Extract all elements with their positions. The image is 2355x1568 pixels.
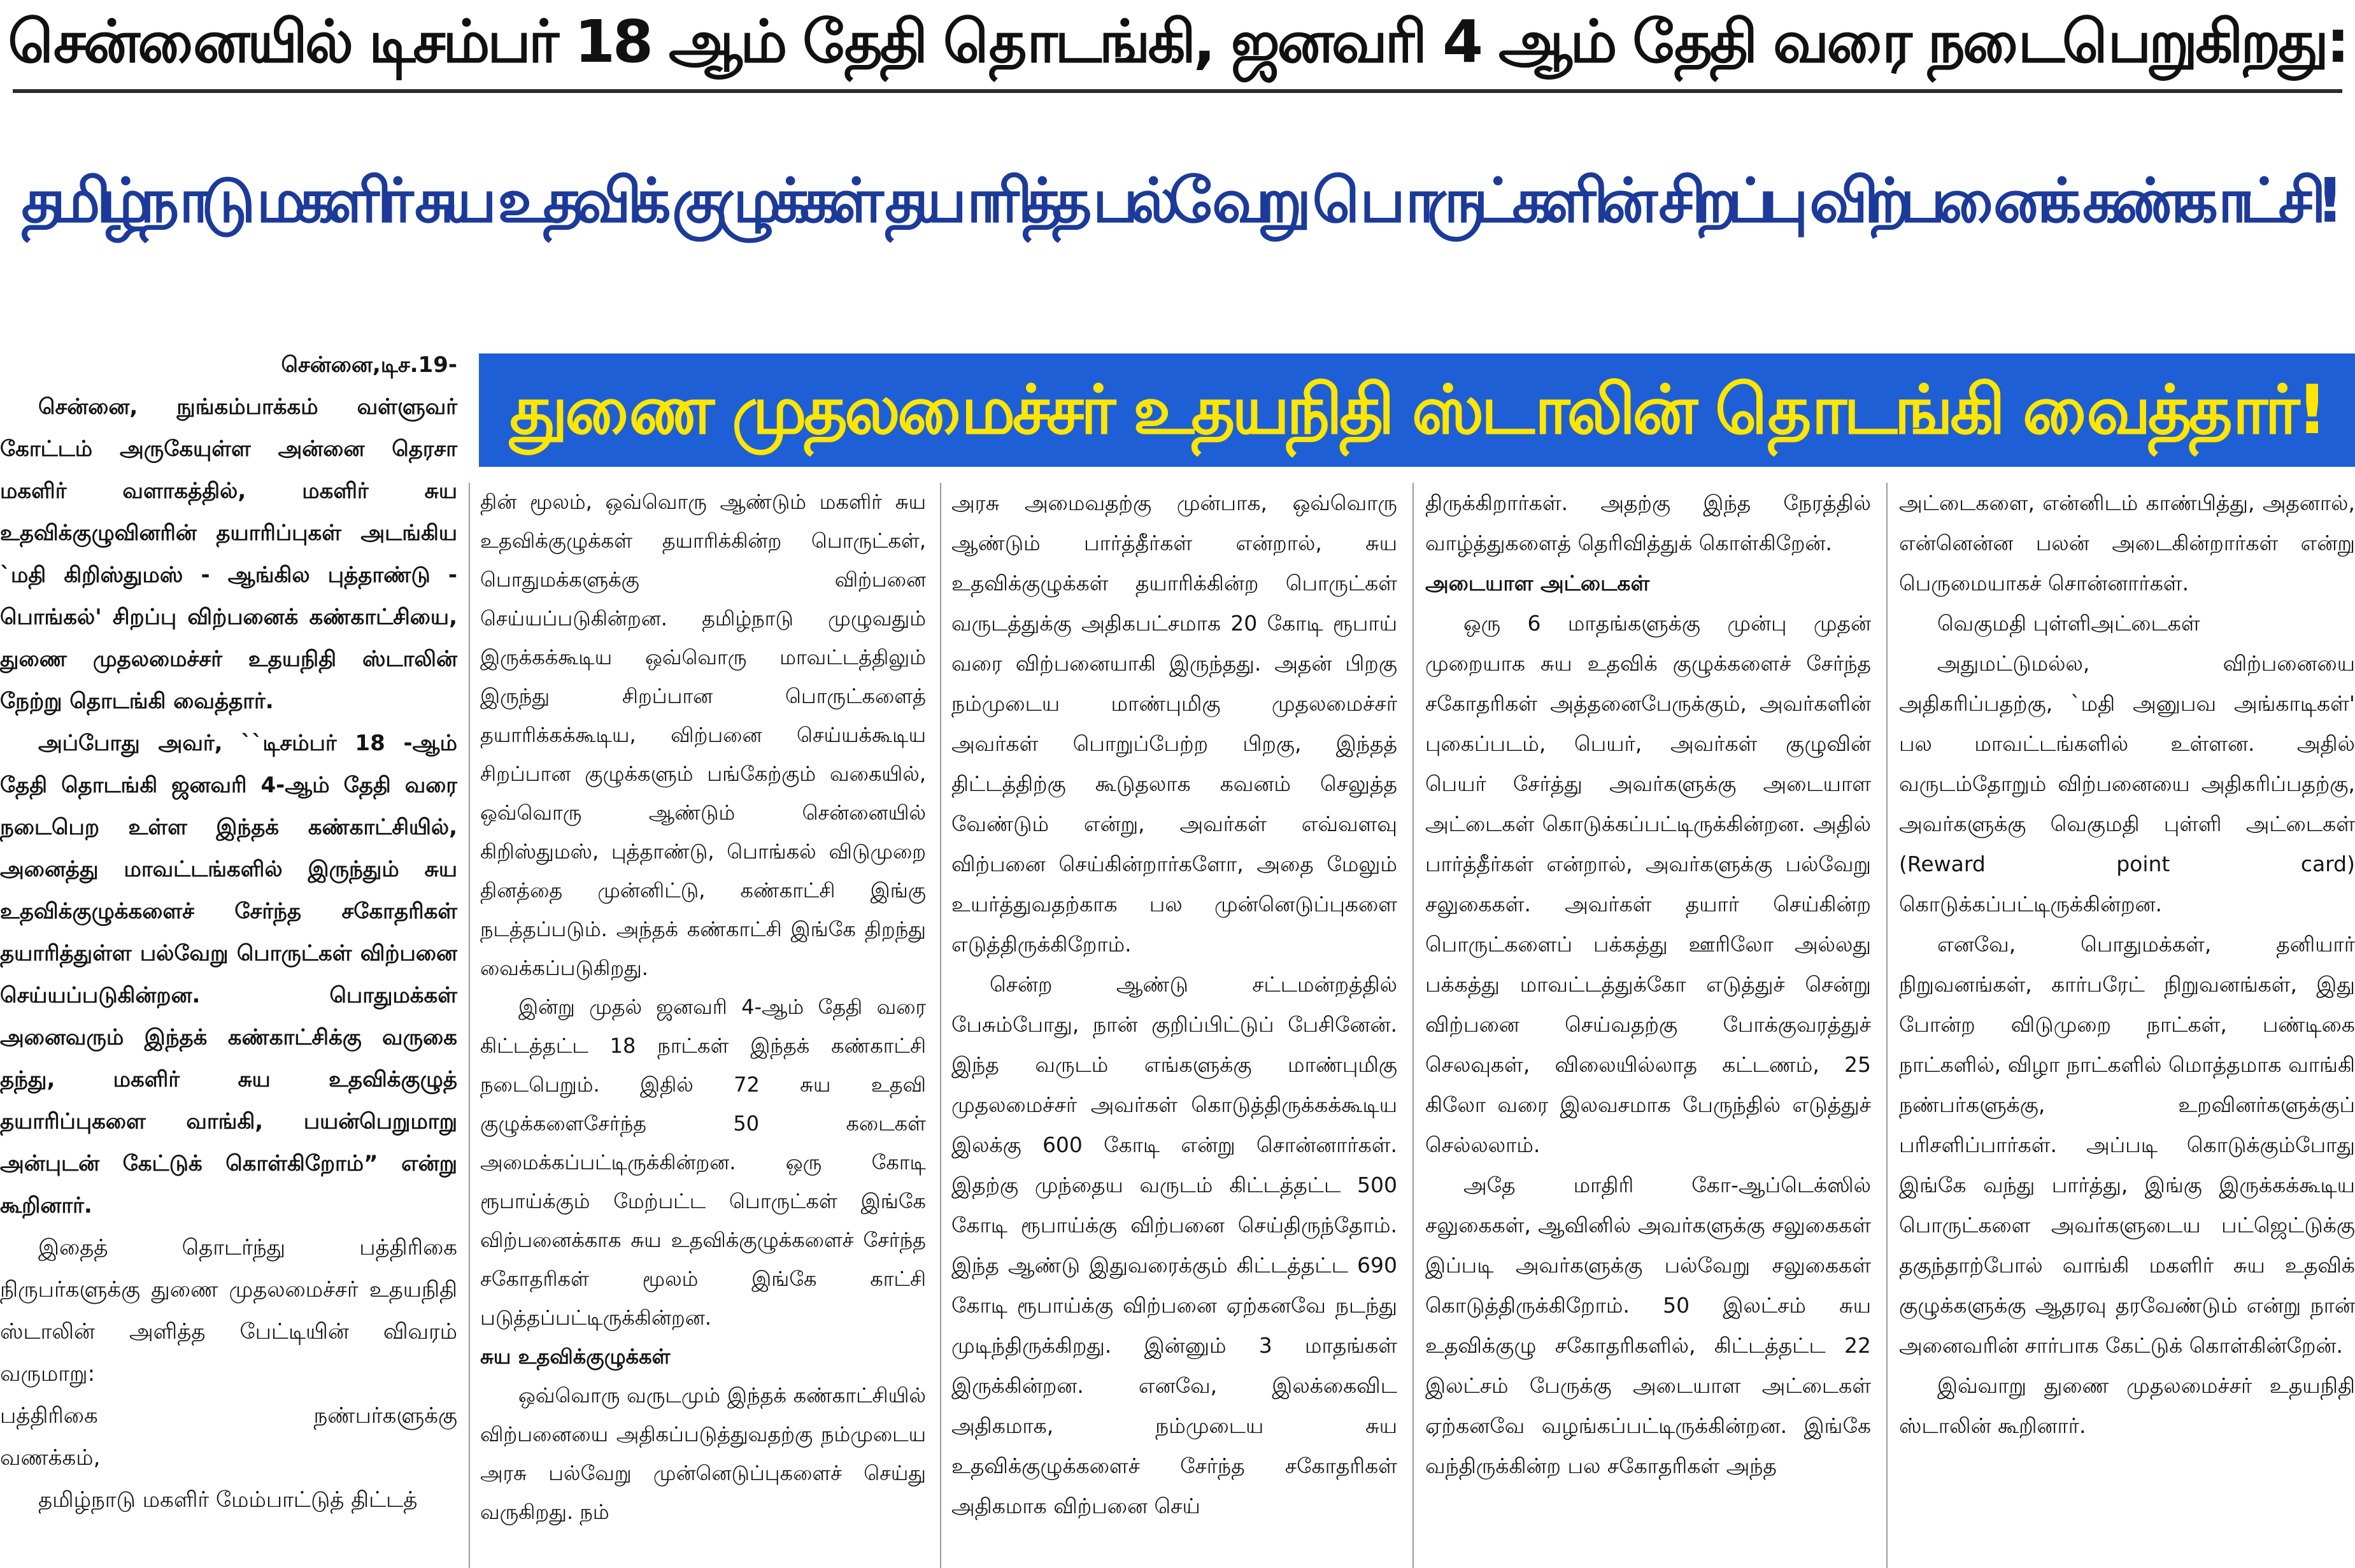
article-column-1 — [0, 344, 457, 1521]
paragraph: எனவே, பொதுமக்கள், தனியார் நிறுவனங்கள், கார்பரேட் நிறுவனங்கள், இது போன்ற விடுமுறை நாட்கள், பண்டிகை நாட்களில், விழா நாட்களில் மொத்தமாக வாங்கி நண்பர்களுக்கு, உறவினர்களுக்குப் பரிசளிப்பார்கள். அப்படி கொடுக்கும்போது இங்கே வந்து பார்த்து, இங்கு இருக்கக்கூடிய பொருட்களை அவர்களுடைய பட்ஜெட்டுக்கு தகுந்தாற்போல் வாங்கி மகளிர் சுய உதவிக் குழுக்களுக்கு ஆதரவு தரவேண்டும் என்று நான் அனைவரின் சார்பாக கேட்டுக் கொள்கின்றேன். — [1899, 932, 2355, 1358]
greeting-part: பத்திரிகை — [0, 1403, 98, 1429]
section-subhead: சுய உதவிக்குழுக்கள் — [480, 1344, 671, 1369]
paragraph: சென்னை, நுங்கம்பாக்கம் வள்ளுவர் கோட்டம் அருகேயுள்ள அன்னை தெரசா மகளிர் வளாகத்தில், மகளிர் சுய உதவிக்குழுவினரின் தயாரிப்புகள் அடங்கிய `மதி கிறிஸ்துமஸ் - ஆங்கில புத்தாண்டு - பொங்கல்' சிறப்பு விற்பனைக் கண்காட்சியை, துணை முதலமைச்சர் உதயநிதி ஸ்டாலின் நேற்று தொடங்கி வைத்தார். — [0, 394, 457, 714]
article-column-2 — [480, 483, 926, 1532]
paragraph: அட்டைகளை, என்னிடம் காண்பித்து, அதனால், என்னென்ன பலன் அடைகின்றார்கள் என்று பெருமையாகச் சொன்னார்கள். — [1899, 490, 2355, 595]
paragraph: அதுமட்டுமல்ல, விற்பனையை அதிகரிப்பதற்கு, `மதி அனுபவ அங்காடிகள்' பல மாவட்டங்களில் உள்ளன. அதில் வருடம்தோறும் விற்பனையை அதிகரிப்பதற்கு, அவர்களுக்கு வெகுமதி புள்ளி அட்டைகள் (Reward point card) கொடுக்கப்பட்டிருக்கின்றன. — [1899, 651, 2355, 916]
paragraph: ஒரு 6 மாதங்களுக்கு முன்பு முதன் முறையாக சுய உதவிக் குழுக்களைச் சேர்ந்த சகோதரிகள் அத்தனைபேருக்கும், அவர்களின் புகைப்படம், பெயர், அவர்கள் குழுவின் பெயர் சேர்த்து அவர்களுக்கு அடையாள அட்டைகள் கொடுக்கப்பட்டிருக்கின்றன. அதில் பார்த்தீர்கள் என்றால், அவர்களுக்கு பல்வேறு சலுகைகள். அவர்கள் தயார் செய்கின்ற பொருட்களைப் பக்கத்து ஊரிலோ அல்லது பக்கத்து மாவட்டத்துக்கோ எடுத்துச் சென்று விற்பனை செய்வதற்கு போக்குவரத்துச் செலவுகள், விலையில்லாத கட்டணம், 25 கிலோ வரை இலவசமாக பேருந்தில் எடுத்துச் செல்லலாம். — [1425, 611, 1871, 1157]
section-subhead: வெகுமதி புள்ளிஅட்டைகள் — [1937, 611, 2200, 636]
greeting: வணக்கம், — [0, 1445, 101, 1471]
paragraph: சென்ற ஆண்டு சட்டமன்றத்தில் பேசும்போது, நான் குறிப்பிட்டுப் பேசினேன். இந்த வருடம் எங்களுக்கு மாண்புமிகு முதலமைச்சர் அவர்கள் கொடுத்திருக்கக்கூடிய இலக்கு 600 கோடி என்று சொன்னார்கள். இதற்கு முந்தைய வருடம் கிட்டத்தட்ட 500 கோடி ரூபாய்க்கு விற்பனை செய்திருந்தோம். இந்த ஆண்டு இதுவரைக்கும் கிட்டத்தட்ட 690 கோடி ரூபாய்க்கு விற்பனை ஏற்கனவே நடந்து முடிந்திருக்கிறது. இன்னும் 3 மாதங்கள் இருக்கின்றன. எனவே, இலக்கைவிட அதிகமாக, நம்முடைய சுய உதவிக்குழுக்களைச் சேர்ந்த சகோதரிகள் அதிகமாக விற்பனை செய் — [951, 972, 1397, 1518]
paragraph: இதைத் தொடர்ந்து பத்திரிகை நிருபர்களுக்கு துணை முதலமைச்சர் உதயநிதி ஸ்டாலின் அளித்த பேட்டியின் விவரம் வருமாறு: — [0, 1235, 457, 1386]
subhead-band — [479, 353, 2355, 467]
paragraph: இவ்வாறு துணை முதலமைச்சர் உதயநிதி ஸ்டாலின் கூறினார். — [1899, 1373, 2355, 1438]
paragraph: அப்போது அவர், ``டிசம்பர் 18 -ஆம் தேதி தொடங்கி ஜனவரி 4-ஆம் தேதி வரை நடைபெற உள்ள இந்தக் கண்காட்சியில், அனைத்து மாவட்டங்களில் இருந்தும் சுய உதவிக்குழுக்களைச் சேர்ந்த சகோதரிகள் தயாரித்துள்ள பல்வேறு பொருட்கள் விற்பனை செய்யப்படுகின்றன. பொதுமக்கள் அனைவரும் இந்தக் கண்காட்சிக்கு வருகை தந்து, மகளிர் சுய உதவிக்குழுத் தயாரிப்புகளை வாங்கி, பயன்பெறுமாறு அன்புடன் கேட்டுக் கொள்கிறோம்” என்று கூறினார். — [0, 731, 457, 1218]
paragraph: அரசு அமைவதற்கு முன்பாக, ஒவ்வொரு ஆண்டும் பார்த்தீர்கள் என்றால், சுய உதவிக்குழுக்கள் தயாரிக்கின்ற பொருட்கள் வருடத்துக்கு அதிகபட்சமாக 20 கோடி ரூபாய் வரை விற்பனையாகி இருந்தது. அதன் பிறகு நம்முடைய மாண்புமிகு முதலமைச்சர் அவர்கள் பொறுப்பேற்ற பிறகு, இந்தத் திட்டத்திற்கு கூடுதலாக கவனம் செலுத்த வேண்டும் என்று, அவர்கள் எவ்வளவு விற்பனை செய்கின்றார்களோ, அதை மேலும் உயர்த்துவதற்காக பல முன்னெடுப்புகளை எடுத்திருக்கிறோம். — [951, 490, 1397, 957]
paragraph: இன்று முதல் ஜனவரி 4-ஆம் தேதி வரை கிட்டத்தட்ட 18 நாட்கள் இந்தக் கண்காட்சி நடைபெறும். இதில் 72 சுய உதவி குழுக்களைசேர்ந்த 50 கடைகள் அமைக்கப்பட்டிருக்கின்றன. ஒரு கோடி ரூபாய்க்கும் மேற்பட்ட பொருட்கள் இங்கே விற்பனைக்காக சுய உதவிக்குழுக்களைச் சேர்ந்த சகோதரிகள் மூலம் இங்கே காட்சி படுத்தப்பட்டிருக்கின்றன. — [480, 995, 926, 1330]
paragraph: ஒவ்வொரு வருடமும் இந்தக் கண்காட்சியில் விற்பனையை அதிகப்படுத்துவதற்கு நம்முடைய அரசு பல்வேறு முன்னெடுப்புகளைச் செய்து வருகிறது. நம் — [480, 1383, 926, 1524]
column-divider — [469, 483, 470, 1568]
paragraph: திருக்கிறார்கள். அதற்கு இந்த நேரத்தில் வாழ்த்துகளைத் தெரிவித்துக் கொள்கிறேன். — [1425, 490, 1871, 555]
paragraph: தமிழ்நாடு மகளிர் மேம்பாட்டுத் திட்டத் — [38, 1487, 418, 1513]
column-divider — [1886, 483, 1888, 1568]
section-subhead: அடையாள அட்டைகள் — [1425, 571, 1650, 595]
article-column-5 — [1899, 483, 2355, 1446]
greeting — [0, 1395, 457, 1437]
column-divider — [1412, 483, 1414, 1568]
kicker-headline: சென்னையில் டிசம்பர் 18 ஆம் தேதி தொடங்கி, ஜனவரி 4 ஆம் தேதி வரை நடைபெறுகிறது: — [8, 8, 2347, 76]
subhead: துணை முதலமைச்சர் உதயநிதி ஸ்டாலின் தொடங்கி வைத்தார்! — [509, 371, 2324, 449]
dateline: சென்னை,டிச.19- — [281, 352, 457, 378]
paragraph: அதே மாதிரி கோ-ஆப்டெக்ஸில் சலுகைகள், ஆவினில் அவர்களுக்கு சலுகைகள் இப்படி அவர்களுக்கு பல்வேறு சலுகைகள் கொடுத்திருக்கிறோம். 50 இலட்சம் சுய உதவிக்குழு சகோதரிகளில், கிட்டத்தட்ட 22 இலட்சம் பேருக்கு அடையாள அட்டைகள் ஏற்கனவே வழங்கப்பட்டிருக்கின்றன. இங்கே வந்திருக்கின்ற பல சகோதரிகள் அந்த — [1425, 1172, 1871, 1478]
paragraph: தின் மூலம், ஒவ்வொரு ஆண்டும் மகளிர் சுய உதவிக்குழுக்கள் தயாரிக்கின்ற பொருட்கள், பொதுமக்களுக்கு விற்பனை செய்யப்படுகின்றன. தமிழ்நாடு முழுவதும் இருக்கக்கூடிய ஒவ்வொரு மாவட்டத்திலும் இருந்து சிறப்பான பொருட்களைத் தயாரிக்கக்கூடிய, விற்பனை செய்யக்கூடிய சிறப்பான குழுக்களும் பங்கேற்கும் வகையில், ஒவ்வொரு ஆண்டும் சென்னையில் கிறிஸ்துமஸ், புத்தாண்டு, பொங்கல் விடுமுறை தினத்தை முன்னிட்டு, கண்காட்சி இங்கு நடத்தப்படும். அந்தக் கண்காட்சி இங்கே திறந்து வைக்கப்படுகிறது. — [480, 490, 926, 980]
header-rule — [13, 89, 2342, 93]
greeting-part: நண்பர்களுக்கு — [313, 1403, 457, 1429]
main-headline: தமிழ்நாடு மகளிர் சுய உதவிக் குழுக்கள் தயாரித்த பல்வேறு பொருட்களின் சிறப்பு விற்பனைக் கண்காட்சி! — [21, 165, 2334, 236]
article-column-4 — [1425, 483, 1871, 1486]
column-divider — [940, 483, 941, 1568]
article-column-3 — [951, 483, 1397, 1526]
